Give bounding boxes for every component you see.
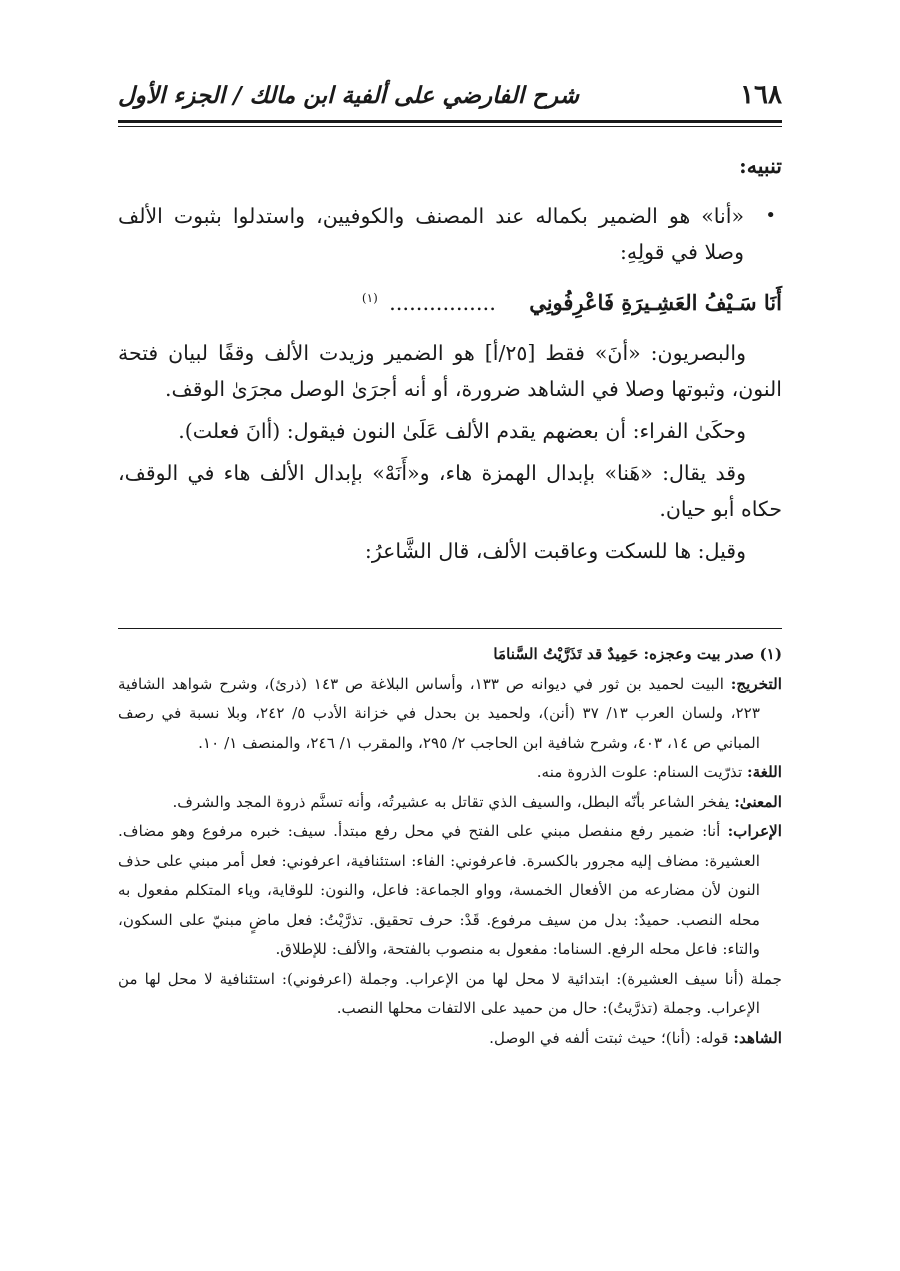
- shahid-text: قوله: (أنا)؛ حيث ثبتت ألفه في الوصل.: [489, 1028, 729, 1047]
- footnote-1-text: صدر بيت وعجزه: حَمِيدٌ قد تَذَرَّيْتُ السَّنامَا: [493, 645, 755, 663]
- maana-text: يفخر الشاعر بأنّه البطل، والسيف الذي تقاتل به عشيرتُه، وأنه تسنَّم ذروة المجد والشرف.: [172, 792, 730, 811]
- header-rule-thin: [118, 126, 782, 127]
- footnote-1: [118, 640, 782, 670]
- footnote-rule: [118, 628, 782, 629]
- footnotes: [118, 640, 782, 1053]
- shahid-label: الشاهد:: [733, 1028, 782, 1047]
- irab: [118, 817, 782, 965]
- bullet-text: «أنا» هو الضمير بكماله عند المصنف والكوفيين، واستدلوا بثبوت الألف وصلا في قولِهِ:: [118, 204, 744, 264]
- irab-label: الإعراب:: [727, 822, 783, 840]
- verse-text: أَنَا سَـيْفُ العَشِـيرَةِ فَاعْرِفُونِي: [529, 290, 782, 315]
- header-rule-thick: [118, 120, 782, 123]
- paragraph-qila: وقيل: ها للسكت وعاقبت الألف، قال الشَّاعرُ:: [364, 539, 746, 563]
- maana: [118, 788, 782, 818]
- bullet-icon: •: [765, 205, 776, 226]
- section-heading: تنبيه:: [739, 154, 782, 178]
- main-text: [118, 148, 782, 569]
- takhrij-text: البيت لحميد بن ثور في ديوانه ص ١٣٣، وأساس البلاغة ص ١٤٣ (ذرئ)، وشرح شواهد الشافية ٢٢٣، ولسان العرب ١٣/ ٣٧ (أنن)، ولحميد بن بحدل في خزانة الأدب ٥/ ٢٤٢، وبلا نسبة في رصف المباني ص ١٤، ٤٠٣، وشرح شافية ابن الحاجب ٢/ ٢٩٥، والمقرب ١/ ٢٤٦، والمنصف ١/ ١٠.: [118, 674, 760, 752]
- maana-label: المعنىٰ:: [734, 792, 782, 811]
- paragraph-basrans: والبصريون: «أنَ» فقط [٢٥/أ] هو الضمير وزيدت الألف وقفًا لبيان فتحة النون، وثبوتها وصلا في الشاهد ضرورة، أو أنه أجرَىٰ الوصل مجرَىٰ الوقف.: [118, 341, 782, 401]
- lugha-label: اللغة:: [747, 763, 782, 781]
- verse-dots: ................: [389, 291, 496, 315]
- footnote-marker: (١): [361, 291, 378, 305]
- lugha: [118, 758, 782, 788]
- page-number: ١٦٨: [740, 80, 782, 110]
- takhrij: [118, 670, 782, 759]
- footnote-1-label: (١): [759, 645, 782, 663]
- lugha-text: تذرّيت السنام: علوت الذروة منه.: [536, 763, 743, 781]
- bullet-paragraph: [118, 198, 782, 270]
- jumla: جملة (أنا سيف العشيرة): ابتدائية لا محل لها من الإعراب. وجملة (اعرفوني): استئنافية لا محل لها من الإعراب. وجملة (تذرَّيتُ): حال من حميد على الالتفات محلها النصب.: [118, 969, 782, 1017]
- paragraph-farra: وحكَىٰ الفراء: أن بعضهم يقدم الألف عَلَىٰ النون فيقول: (أانَ فعلت).: [178, 419, 746, 443]
- verse-line: [118, 280, 782, 321]
- irab-text: أنا: ضمير رفع منفصل مبني على الفتح في محل رفع مبتدأ. سيف: خبره مرفوع وهو مضاف. العشيرة: مضاف إليه مجرور بالكسرة. فاعرفوني: الفاء: استئنافية، اعرفوني: فعل أمر مبني على حذف النون لأن مضارعه من الأفعال الخمسة، وواو الجماعة: فاعل، والنون: للوقاية، وياء المتكلم مفعول به محله النصب. حميدٌ: بدل من سيف مرفوع. قَدْ: حرف تحقيق. تذرَّيْتُ: فعل ماضٍ مبنيّ على السكون، والتاء: فاعل محله الرفع. السناما: مفعول به منصوب بالفتحة، والألف: للإطلاق.: [118, 822, 760, 958]
- shahid: [118, 1024, 782, 1054]
- page-header: [118, 80, 782, 116]
- takhrij-label: التخريج:: [730, 674, 782, 693]
- running-title: شرح الفارضي على ألفية ابن مالك / الجزء الأول: [118, 82, 580, 109]
- paragraph-abu-hayyan: وقد يقال: «هَنا» بإبدال الهمزة هاء، و«أَنَهْ» بإبدال الألف هاء في الوقف، حكاه أبو حيان.: [118, 461, 782, 521]
